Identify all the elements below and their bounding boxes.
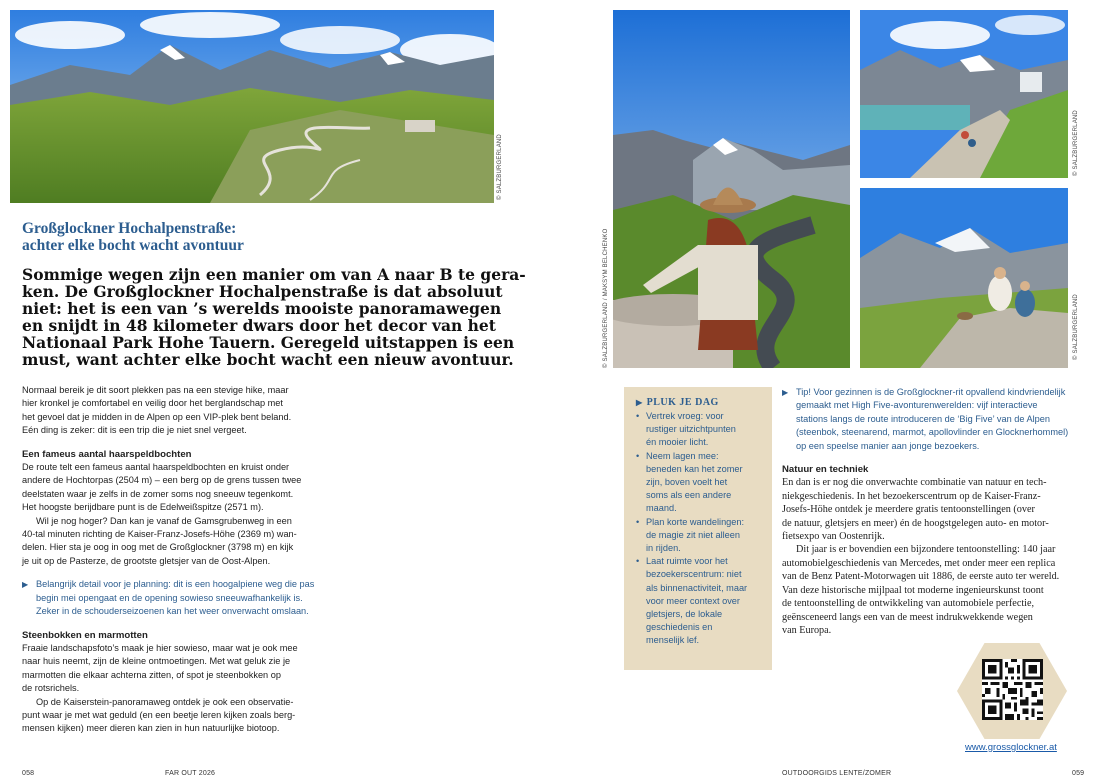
planning-note: [22, 578, 482, 618]
body-paragraph: [22, 696, 482, 736]
tip-line: Tip! Voor gezinnen is de Großglockner-rit opvallend kindvriendelijk: [796, 387, 1066, 397]
body-line: Normaal bereik je dit soort plekken pas na een stevige hike, maar: [22, 385, 289, 395]
right-body-column: [782, 386, 1087, 637]
tipbox-item-line: Laat ruimte voor het: [646, 556, 728, 567]
main-photo-credit: © SALZBURGERLAND: [497, 134, 503, 200]
body-line: Op de Kaiserstein-panoramaweg ontdek je ook een observatie-: [36, 696, 294, 707]
body-line: van Europa.: [782, 624, 832, 636]
main-mountain-photo: [10, 10, 494, 203]
pluk-je-dag-box: [624, 387, 772, 670]
body-paragraph: [22, 642, 482, 696]
tipbox-item-line: Plan korte wandelingen:: [646, 516, 745, 527]
body-line: Dit jaar is er bovendien een bijzondere tentoonstelling: 140 jaar: [796, 544, 1056, 556]
body-line: Josefs-Höhe ontdek je meerdere gratis tentoonstellingen (over: [782, 504, 1035, 516]
body-line: marmotten die elkaar achterna zitten, of spot je steenbokken op: [22, 669, 281, 680]
article-title-line: achter elke bocht wacht avontuur: [22, 237, 244, 254]
tipbox-heading: [636, 397, 762, 408]
tipbox-item-line: geschiedenis en: [646, 622, 713, 633]
note-line: Belangrijk detail voor je planning: dit is een hoogalpiene weg die pas: [36, 579, 315, 590]
body-line: Fraaie landschapsfoto’s maak je hier sowieso, maar wat je ook mee: [22, 642, 298, 653]
body-line: delen. Hier sta je oog in oog met de Großglockner (3798 m) en kijk: [22, 542, 294, 553]
intro-line: Nationaal Park Hohe Tauern. Geregeld uitstappen is een: [22, 333, 515, 352]
body-line: hier kronkel je comfortabel en veilig door het berglandschap met: [22, 398, 283, 409]
body-line: 40-tal minuten richting de Kaiser-Franz-Josefs-Höhe (2369 m) wan-: [22, 529, 297, 540]
body-paragraph: [782, 476, 1087, 543]
tipbox-item-line: Vertrek vroeg: voor: [646, 411, 724, 421]
kids-tip: [782, 386, 1087, 453]
bullet-icon: •: [636, 556, 640, 567]
tipbox-item: [636, 555, 762, 647]
tipbox-item-line: beneden kan het zomer: [646, 463, 743, 474]
bullet-icon: •: [636, 516, 640, 527]
intro-line: ken. De Großglockner Hochalpenstraße is dat absoluut: [22, 282, 503, 301]
body-line: Wil je nog hoger? Dan kan je vanaf de Gamsgrubenweg in een: [36, 515, 292, 526]
body-line: punt waar je met wat geduld (en een beetje leren kijken zoals berg-: [22, 709, 296, 720]
body-paragraph: [782, 543, 1087, 637]
triangle-right-icon: ▶: [636, 398, 643, 407]
glacier-path-photo: [860, 10, 1068, 178]
body-line: de rotsrichels.: [22, 683, 80, 694]
tipbox-item-line: gletsjers, de lokale: [646, 609, 723, 620]
tipbox-item-line: Neem lagen mee:: [646, 450, 719, 461]
hat-woman-photo: [613, 10, 850, 368]
body-paragraph: [22, 461, 482, 515]
body-line: automobielgeschiedenis van Mercedes, met onder meer een replica: [782, 557, 1056, 569]
body-line: Van deze historische mijlpaal tot moderne ingenieurskunst toont: [782, 584, 1044, 596]
tipbox-list: [636, 410, 762, 648]
body-line: de natuur, gletsjers en meer) én de hoogstgelegen auto- en motor-: [782, 517, 1049, 529]
body-line: van de Benz Patent-Motorwagen uit 1886, de eerste auto ter wereld.: [782, 571, 1060, 583]
tipbox-item-line: menselijk lef.: [646, 635, 700, 646]
qr-code-icon[interactable]: [982, 659, 1043, 720]
website-link[interactable]: www.grossglockner.at: [965, 742, 1057, 753]
tip-line: stations langs de route introduceren de ‘Big Five’ van de Alpen: [796, 413, 1051, 424]
guide-name: OUTDOORGIDS LENTE/ZOMER: [782, 770, 892, 777]
tipbox-item-line: in rijden.: [646, 543, 681, 554]
family-photo: [860, 188, 1068, 368]
note-line: begin mei opengaat en de opening sowieso sneeuwafhankelijk is.: [36, 592, 303, 603]
body-line: je uit op de Pasterze, de grootste gletsjer van de Oost-Alpen.: [22, 555, 271, 566]
body-line: Het hoogste berijdbare punt is de Edelweißspitze (2571 m).: [22, 502, 264, 513]
intro-line: en snijdt in 48 kilometer dwars door het decor van het: [22, 316, 496, 335]
page-number-left: 058: [22, 770, 35, 777]
tipbox-item-line: zijn, boven voelt het: [646, 477, 728, 488]
body-line: het gevoel dat je midden in de Alpen op een VIP-plek bent beland.: [22, 411, 292, 422]
tipbox-item-line: én mooier licht.: [646, 437, 709, 448]
tipbox-item-line: voor meer context over: [646, 595, 740, 606]
section-heading: Steenbokken en marmotten: [22, 629, 148, 641]
tipbox-title: PLUK JE DAG: [646, 397, 719, 408]
tipbox-item-line: als binnenactiviteit, maar: [646, 582, 748, 593]
body-line: de tentoonstelling de ontwikkeling van automobiele perfectie,: [782, 598, 1035, 610]
intro-line: Sommige wegen zijn een manier om van A naar B te gera-: [22, 265, 526, 284]
article-title: [22, 220, 442, 254]
bullet-icon: •: [636, 450, 640, 461]
body-paragraph: [22, 515, 482, 569]
note-line: Zeker in de schouderseizoenen kan het weer onverwacht omslaan.: [36, 606, 309, 617]
section-heading: Een fameus aantal haarspeldbochten: [22, 448, 192, 460]
body-line: De route telt een fameus aantal haarspeldbochten en kruist onder: [22, 462, 290, 473]
body-paragraph: [22, 384, 482, 438]
bullet-icon: •: [636, 411, 640, 421]
triangle-right-icon: ▶: [22, 580, 29, 590]
tipbox-item-line: soms als een andere: [646, 490, 732, 501]
tip-line: (steenbok, steenarend, marmot, apollovlinder en Glocknerhommel): [796, 427, 1069, 438]
body-line: En dan is er nog die onverwachte combinatie van natuur en tech-: [782, 477, 1047, 489]
tipbox-item-line: maand.: [646, 503, 677, 514]
body-line: mensen kijken) meer dieren kan zien in hun natuurlijke biotoop.: [22, 723, 280, 734]
tip-line: gemaakt met High Five-avonturenwerelden: vijf interactieve: [796, 400, 1038, 411]
tipbox-item: [636, 410, 762, 450]
hat-photo-credit: © SALZBURGERLAND / MAKSYM BELCHENKO: [603, 228, 609, 368]
intro-line: must, want achter elke bocht wacht een nieuw avontuur.: [22, 350, 514, 369]
intro-line: niet: het is een van ’s werelds mooiste panoramawegen: [22, 299, 502, 318]
bottom-right-photo-credit: © SALZBURGERLAND: [1073, 294, 1079, 360]
tipbox-item-line: bezoekerscentrum: niet: [646, 569, 742, 580]
tipbox-item-line: rustiger uitzichtpunten: [646, 424, 736, 435]
section-heading: Natuur en techniek: [782, 464, 869, 476]
body-line: niekgeschiedenis. In het bezoekerscentrum op de Kaiser-Franz-: [782, 490, 1041, 502]
body-line: fietsexpo van Oostenrijk.: [782, 531, 885, 543]
tip-line: op een speelse manier aan jonge bezoekers.: [796, 440, 980, 451]
body-line: naar huis neemt, zijn de kleine ontmoetingen. Met wat geluk zie je: [22, 656, 291, 667]
body-line: geënsceneerd langs een van de meest indrukwekkende wegen: [782, 611, 1033, 623]
tipbox-item: [636, 516, 762, 556]
tipbox-item-line: de magie zit niet alleen: [646, 529, 740, 540]
magazine-name: FAR OUT 2026: [165, 770, 216, 777]
top-right-photo-credit: © SALZBURGERLAND: [1073, 110, 1079, 176]
article-intro: [22, 265, 526, 369]
page-number-right: 059: [1072, 770, 1085, 777]
body-line: andere de Hochtorpas (2504 m) – een berg op de grens tussen twee: [22, 475, 302, 486]
left-body-column: [22, 384, 482, 736]
article-title-line: Großglockner Hochalpenstraße:: [22, 220, 237, 237]
body-line: deelstaten waar je zelfs in de zomer soms nog sneeuw tegenkomt.: [22, 488, 294, 499]
triangle-right-icon: ▶: [782, 388, 789, 397]
body-line: Eén ding is zeker: dit is een trip die je niet snel vergeet.: [22, 425, 247, 436]
tipbox-item: [636, 450, 762, 516]
